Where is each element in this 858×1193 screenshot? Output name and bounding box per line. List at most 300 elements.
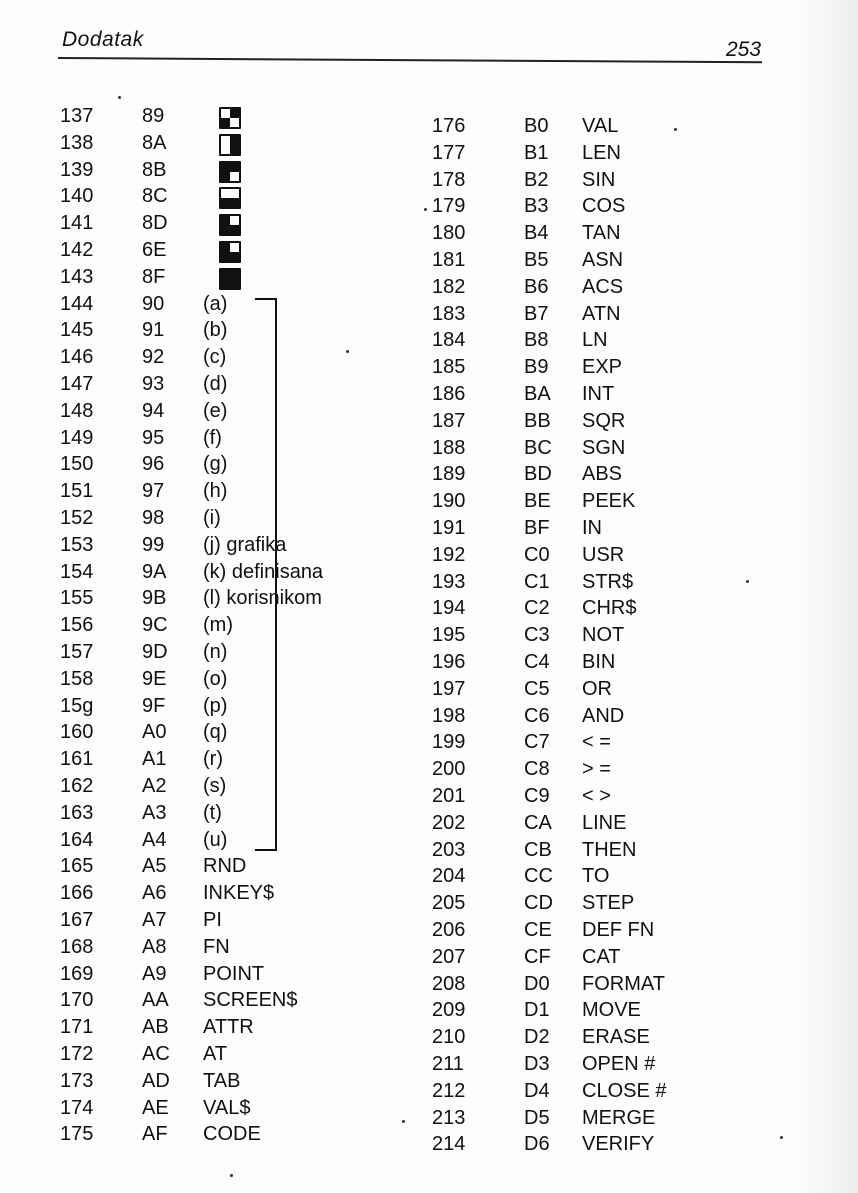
hex-code: 89 — [142, 105, 165, 127]
table-row — [424, 327, 804, 354]
hex-code: D6 — [524, 1133, 550, 1156]
table-row — [424, 1051, 804, 1078]
decimal-code: 187 — [432, 409, 466, 432]
table-row — [424, 1024, 804, 1051]
hex-code: BA — [524, 383, 551, 405]
table-row — [50, 1014, 430, 1041]
hex-code: 8B — [142, 158, 167, 181]
decimal-code: 167 — [60, 909, 94, 931]
character-name: (i) — [203, 507, 221, 529]
decimal-code: 176 — [432, 115, 466, 137]
decimal-code: 184 — [432, 329, 466, 352]
character-name: (n) — [203, 641, 228, 663]
scan-speck — [746, 580, 749, 583]
character-name: IN — [582, 517, 602, 539]
decimal-code: 211 — [432, 1053, 464, 1075]
character-name: (p) — [203, 694, 228, 717]
hex-code: CE — [524, 919, 552, 941]
character-name: (d) — [203, 373, 228, 395]
character-name: SQR — [582, 409, 626, 432]
hex-code: B4 — [524, 222, 549, 245]
character-name: LN — [582, 329, 608, 352]
character-name: TO — [582, 865, 610, 888]
decimal-code: 150 — [60, 453, 94, 476]
table-row — [50, 1041, 430, 1068]
table-row — [50, 103, 430, 130]
hex-code: 91 — [142, 319, 165, 342]
decimal-code: 168 — [60, 935, 94, 958]
decimal-code: 171 — [60, 1016, 94, 1039]
table-row — [424, 167, 804, 194]
character-name: RND — [203, 855, 247, 878]
decimal-code: 152 — [60, 507, 94, 529]
character-name: (r) — [203, 748, 223, 771]
table-row — [50, 719, 430, 746]
table-row — [50, 853, 430, 880]
hex-code: B1 — [524, 141, 549, 164]
character-name: ATTR — [203, 1016, 254, 1039]
hex-code: AC — [142, 1043, 170, 1065]
decimal-code: 213 — [432, 1106, 466, 1129]
character-name: DEF FN — [582, 919, 655, 941]
character-name: VAL$ — [203, 1096, 251, 1119]
character-name: EXP — [582, 356, 623, 379]
hex-code: A3 — [142, 801, 167, 824]
character-name: (m) — [203, 614, 233, 637]
decimal-code: 202 — [432, 811, 466, 834]
table-row — [424, 435, 804, 462]
character-name: ATN — [582, 302, 621, 325]
scan-speck — [230, 1174, 233, 1177]
hex-code: A2 — [142, 775, 167, 797]
decimal-code: 156 — [60, 614, 94, 637]
hex-code: C0 — [524, 543, 550, 566]
hex-code: CF — [524, 945, 551, 968]
character-name: USR — [582, 543, 625, 566]
decimal-code: 193 — [432, 570, 466, 593]
table-row — [424, 783, 804, 810]
hex-code: CC — [524, 865, 553, 888]
character-name: (k) definisana — [203, 560, 324, 583]
decimal-code: 206 — [432, 919, 466, 941]
decimal-code: 195 — [432, 624, 466, 647]
decimal-code: 138 — [60, 131, 94, 154]
table-row — [50, 800, 430, 827]
hex-code: BD — [524, 463, 552, 486]
page-edge-shadow — [798, 0, 858, 1193]
character-name: ACS — [582, 275, 624, 298]
hex-code: 9C — [142, 614, 168, 637]
character-name: (j) grafika — [203, 533, 287, 556]
decimal-code: 15g — [60, 694, 94, 717]
character-name: INKEY$ — [203, 882, 275, 905]
table-row — [50, 371, 430, 398]
hex-code: AA — [142, 989, 169, 1012]
table-row — [424, 729, 804, 756]
hex-code: 93 — [142, 373, 165, 395]
hex-code: C6 — [524, 704, 550, 727]
character-name: (f) — [203, 426, 222, 449]
hex-code: 9E — [142, 667, 167, 690]
hex-code: 8F — [142, 265, 166, 288]
table-row — [50, 961, 430, 988]
character-name: (a) — [203, 292, 228, 315]
decimal-code: 200 — [432, 758, 466, 781]
hex-code: B0 — [524, 115, 549, 137]
hex-code: 95 — [142, 426, 165, 449]
hex-code: 90 — [142, 292, 165, 315]
decimal-code: 161 — [60, 748, 94, 771]
hex-code: 6E — [142, 239, 167, 261]
decimal-code: 190 — [432, 490, 466, 513]
hex-code: A1 — [142, 748, 167, 771]
table-row — [424, 810, 804, 837]
hex-code: 9F — [142, 694, 166, 717]
decimal-code: 148 — [60, 399, 94, 422]
decimal-code: 166 — [60, 882, 94, 905]
hex-code: B6 — [524, 275, 549, 298]
character-name: (u) — [203, 828, 228, 851]
table-row — [424, 354, 804, 381]
table-row — [424, 1105, 804, 1132]
decimal-code: 198 — [432, 704, 466, 727]
table-row — [50, 907, 430, 934]
decimal-code: 194 — [432, 597, 466, 620]
hex-code: B5 — [524, 249, 549, 271]
table-row — [50, 183, 430, 210]
character-name: (h) — [203, 480, 228, 503]
decimal-code: 140 — [60, 185, 94, 208]
character-name: PI — [203, 909, 222, 931]
decimal-code: 144 — [60, 292, 94, 315]
hex-code: C9 — [524, 785, 550, 807]
table-row — [50, 264, 430, 291]
character-name: (b) — [203, 319, 228, 342]
hex-code: D4 — [524, 1079, 550, 1102]
character-name: (o) — [203, 667, 228, 690]
decimal-code: 196 — [432, 651, 466, 673]
table-row — [50, 693, 430, 720]
character-name: ASN — [582, 249, 624, 271]
character-name: > = — [582, 758, 611, 781]
hex-code: A5 — [142, 855, 167, 878]
table-row — [424, 515, 804, 542]
hex-code: A0 — [142, 721, 167, 744]
decimal-code: 177 — [432, 141, 466, 164]
character-name: CAT — [582, 945, 621, 968]
decimal-code: 208 — [432, 972, 466, 995]
table-row — [50, 1068, 430, 1095]
table-row — [50, 585, 430, 612]
character-name: FN — [203, 935, 230, 958]
table-row — [50, 827, 430, 854]
character-name: STEP — [582, 892, 635, 915]
decimal-code: 199 — [432, 731, 466, 754]
table-row — [424, 274, 804, 301]
character-name: VAL — [582, 115, 619, 137]
character-name: < > — [582, 785, 611, 807]
character-name: AND — [582, 704, 625, 727]
table-row — [50, 1121, 430, 1148]
scan-speck — [402, 1120, 405, 1123]
hex-code: CD — [524, 892, 553, 915]
table-row — [424, 488, 804, 515]
hex-code: C4 — [524, 651, 550, 673]
hex-code: 98 — [142, 507, 165, 529]
block-graphic-icon — [219, 241, 241, 263]
decimal-code: 186 — [432, 383, 466, 405]
decimal-code: 163 — [60, 801, 94, 824]
hex-code: CB — [524, 838, 552, 861]
character-name: FORMAT — [582, 972, 665, 995]
decimal-code: 172 — [60, 1043, 94, 1065]
character-name: TAB — [203, 1069, 241, 1092]
hex-code: C8 — [524, 758, 550, 781]
table-row — [50, 1095, 430, 1122]
table-row — [50, 505, 430, 532]
hex-code: AD — [142, 1069, 170, 1092]
decimal-code: 162 — [60, 775, 94, 797]
decimal-code: 179 — [432, 195, 466, 218]
hex-code: CA — [524, 811, 552, 834]
hex-code: 94 — [142, 399, 165, 422]
decimal-code: 145 — [60, 319, 94, 342]
hex-code: D3 — [524, 1053, 550, 1075]
hex-code: B2 — [524, 168, 549, 191]
block-graphic-icon — [219, 268, 241, 290]
decimal-code: 192 — [432, 543, 466, 566]
table-row — [50, 210, 430, 237]
character-name: MERGE — [582, 1106, 656, 1129]
header-rule — [58, 57, 762, 63]
hex-code: 97 — [142, 480, 165, 503]
hex-code: C5 — [524, 677, 550, 700]
hex-code: AE — [142, 1096, 169, 1119]
character-name: PEEK — [582, 490, 636, 513]
character-name: CLOSE # — [582, 1079, 667, 1102]
character-name: (l) korisnikom — [203, 587, 322, 610]
hex-code: B3 — [524, 195, 549, 218]
character-name: LINE — [582, 811, 627, 834]
table-row — [50, 130, 430, 157]
left-code-table — [50, 103, 430, 1183]
right-code-table — [424, 113, 804, 1193]
character-name: VERIFY — [582, 1133, 655, 1156]
hex-code: 92 — [142, 346, 165, 369]
decimal-code: 178 — [432, 168, 466, 191]
character-name: COS — [582, 195, 626, 218]
page-header-title: Dodatak — [62, 28, 144, 51]
hex-code: 8D — [142, 212, 168, 235]
hex-code: 9A — [142, 560, 167, 583]
table-row — [424, 381, 804, 408]
table-row — [50, 773, 430, 800]
page-number: 253 — [726, 38, 762, 61]
hex-code: A8 — [142, 935, 167, 958]
table-row — [50, 987, 430, 1014]
scan-speck — [674, 128, 677, 131]
table-row — [424, 247, 804, 274]
hex-code: D1 — [524, 999, 550, 1022]
block-graphic-icon — [219, 214, 241, 236]
table-row — [424, 756, 804, 783]
hex-code: D0 — [524, 972, 550, 995]
character-name: STR$ — [582, 570, 634, 593]
decimal-code: 201 — [432, 785, 466, 807]
decimal-code: 204 — [432, 865, 466, 888]
table-row — [424, 863, 804, 890]
character-name: TAN — [582, 222, 621, 245]
decimal-code: 210 — [432, 1026, 466, 1049]
table-row — [50, 451, 430, 478]
hex-code: BC — [524, 436, 552, 459]
decimal-code: 146 — [60, 346, 94, 369]
decimal-code: 139 — [60, 158, 94, 181]
table-row — [50, 425, 430, 452]
character-name: (s) — [203, 775, 227, 797]
table-row — [424, 917, 804, 944]
character-name: BIN — [582, 651, 616, 673]
decimal-code: 205 — [432, 892, 466, 915]
decimal-code: 182 — [432, 275, 466, 298]
hex-code: C3 — [524, 624, 550, 647]
character-name: INT — [582, 383, 615, 405]
table-row — [424, 461, 804, 488]
table-row — [50, 291, 430, 318]
character-name: (q) — [203, 721, 228, 744]
table-row — [50, 398, 430, 425]
decimal-code: 142 — [60, 239, 94, 261]
table-row — [424, 113, 804, 140]
hex-code: 96 — [142, 453, 165, 476]
hex-code: C2 — [524, 597, 550, 620]
table-row — [50, 478, 430, 505]
hex-code: BB — [524, 409, 551, 432]
character-name: CODE — [203, 1123, 261, 1146]
decimal-code: 165 — [60, 855, 94, 878]
decimal-code: 189 — [432, 463, 466, 486]
hex-code: A6 — [142, 882, 167, 905]
table-row — [424, 997, 804, 1024]
decimal-code: 173 — [60, 1069, 94, 1092]
decimal-code: 137 — [60, 105, 94, 127]
user-graphics-bracket — [255, 298, 277, 851]
decimal-code: 180 — [432, 222, 466, 245]
decimal-code: 143 — [60, 265, 94, 288]
character-name: SCREEN$ — [203, 989, 298, 1012]
decimal-code: 203 — [432, 838, 466, 861]
scan-speck — [780, 1136, 783, 1139]
hex-code: 9B — [142, 587, 167, 610]
hex-code: A7 — [142, 909, 167, 931]
character-name: LEN — [582, 141, 621, 164]
decimal-code: 157 — [60, 641, 94, 663]
scan-speck — [346, 350, 349, 353]
table-row — [50, 880, 430, 907]
hex-code: C1 — [524, 570, 550, 593]
table-row — [424, 971, 804, 998]
character-name: SGN — [582, 436, 626, 459]
decimal-code: 207 — [432, 945, 466, 968]
hex-code: B9 — [524, 356, 549, 379]
table-row — [424, 622, 804, 649]
hex-code: 9D — [142, 641, 168, 663]
table-row — [424, 1078, 804, 1105]
hex-code: B7 — [524, 302, 549, 325]
character-name: < = — [582, 731, 611, 754]
table-row — [50, 666, 430, 693]
table-row — [424, 542, 804, 569]
block-graphic-icon — [219, 161, 241, 183]
hex-code: 8C — [142, 185, 168, 208]
character-name: CHR$ — [582, 597, 637, 620]
hex-code: AB — [142, 1016, 169, 1039]
decimal-code: 209 — [432, 999, 466, 1022]
decimal-code: 151 — [60, 480, 94, 503]
hex-code: C7 — [524, 731, 550, 754]
decimal-code: 181 — [432, 249, 466, 271]
hex-code: BE — [524, 490, 551, 513]
decimal-code: 149 — [60, 426, 94, 449]
decimal-code: 214 — [432, 1133, 466, 1156]
table-row — [424, 890, 804, 917]
table-row — [50, 317, 430, 344]
table-row — [50, 639, 430, 666]
scan-speck — [424, 208, 427, 211]
character-name: ERASE — [582, 1026, 650, 1049]
table-row — [50, 532, 430, 559]
table-row — [50, 559, 430, 586]
hex-code: A4 — [142, 828, 167, 851]
table-row — [50, 157, 430, 184]
table-row — [424, 595, 804, 622]
character-name: AT — [203, 1043, 228, 1065]
hex-code: BF — [524, 517, 550, 539]
character-name: THEN — [582, 838, 637, 861]
hex-code: D5 — [524, 1106, 550, 1129]
character-name: (g) — [203, 453, 228, 476]
character-name: POINT — [203, 962, 265, 985]
scan-speck — [118, 96, 121, 99]
decimal-code: 183 — [432, 302, 466, 325]
block-graphic-icon — [219, 187, 241, 209]
decimal-code: 197 — [432, 677, 466, 700]
decimal-code: 212 — [432, 1079, 466, 1102]
character-name: (c) — [203, 346, 227, 369]
table-row — [424, 301, 804, 328]
table-row — [424, 140, 804, 167]
hex-code: AF — [142, 1123, 168, 1146]
table-row — [424, 837, 804, 864]
decimal-code: 191 — [432, 517, 466, 539]
decimal-code: 164 — [60, 828, 94, 851]
hex-code: A9 — [142, 962, 167, 985]
table-row — [424, 193, 804, 220]
hex-code: 99 — [142, 533, 165, 556]
hex-code: 8A — [142, 131, 167, 154]
decimal-code: 141 — [60, 212, 94, 235]
decimal-code: 169 — [60, 962, 94, 985]
character-name: (e) — [203, 399, 228, 422]
hex-code: D2 — [524, 1026, 550, 1049]
table-row — [424, 676, 804, 703]
decimal-code: 155 — [60, 587, 94, 610]
character-name: OPEN # — [582, 1053, 656, 1075]
decimal-code: 154 — [60, 560, 94, 583]
character-name: OR — [582, 677, 612, 700]
decimal-code: 175 — [60, 1123, 94, 1146]
table-row — [424, 220, 804, 247]
